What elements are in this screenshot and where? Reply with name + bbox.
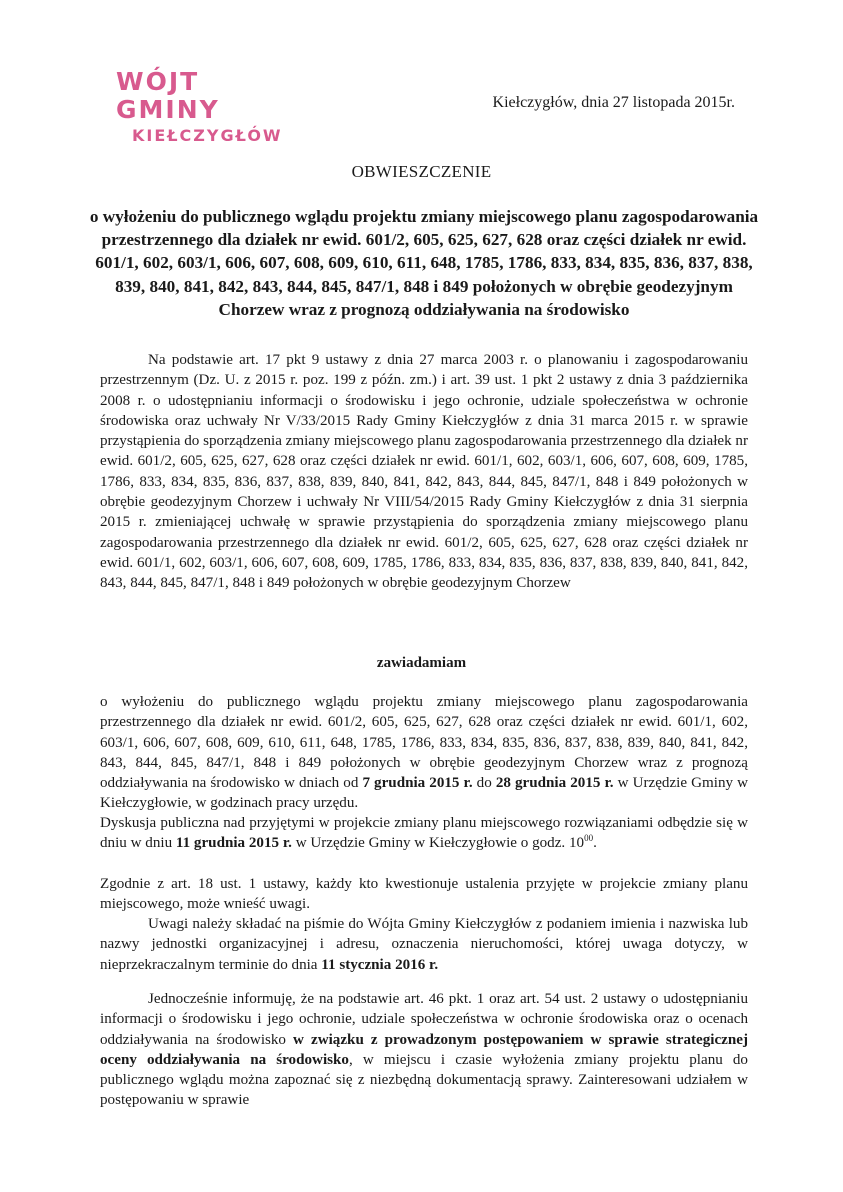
document-subtitle: o wyłożeniu do publicznego wglądu projektu zmiany miejscowego planu zagospodarowania przestrzennego dla działek nr ewid. 601/2, 605, 625, 627, 628 oraz części działek nr ewid. 601/1, 602, 603/1, 606, 607, 608, 609, 610, 611, 648, 1785, 1786, 833, 834, 835, 836, 837, 838, 839, 840, 841, 842, 843, 844, 845, 847/1, 848 i 849 położonych w obrębie geodezyjnym Chorzew wraz z prognozą oddziaływania na środowisko: [89, 207, 759, 319]
discussion-time-minutes: 00: [584, 833, 594, 844]
start-date: 7 grudnia 2015 r.: [362, 775, 473, 792]
remarks-submission-text: Uwagi należy składać na piśmie do Wójta Gminy Kiełczygłów z podaniem imienia i nazwiska lub nazwy jednostki organizacyjnej i adresu, oznaczenia nieruchomości, której uwaga dotyczy, w nieprzekraczalnym terminie do dnia: [100, 916, 748, 973]
discussion-end: .: [593, 835, 597, 852]
wojt-stamp: [112, 68, 302, 146]
stamp-line-2: KIEŁCZYGŁÓW: [132, 126, 283, 145]
remarks-deadline: 11 stycznia 2016 r.: [321, 956, 439, 973]
stamp-line-1: WÓJT GMINY: [116, 67, 220, 124]
discussion-location: w Urzędzie Gminy w Kiełczygłowie o godz. 10: [291, 835, 585, 852]
discussion-text: Dyskusja publiczna nad przyjętymi w projekcie zmiany planu miejscowego rozwiązaniami odbędzie się w dniu w dniu: [100, 815, 748, 852]
notice-text-connector: do: [472, 775, 496, 792]
zawiadamiam-heading: zawiadamiam: [376, 655, 467, 671]
environment-info-paragraph: [100, 989, 748, 1111]
notice-paragraph: [100, 692, 748, 814]
end-date: 28 grudnia 2015 r.: [495, 775, 614, 792]
remarks-submission-paragraph: [100, 914, 748, 975]
environment-info-bold: w związku z prowadzonym postępowaniem w sprawie strategicznej oceny oddziaływania na środowisko: [100, 1031, 748, 1068]
legal-basis-paragraph: Na podstawie art. 17 pkt 9 ustawy z dnia 27 marca 2003 r. o planowaniu i zagospodarowaniu przestrzennym (Dz. U. z 2015 r. poz. 199 z późn. zm.) i art. 39 ust. 1 pkt 2 ustawy z dnia 3 października 2008 r. o udostępnianiu informacji o środowisku i jego ochronie, udziale społeczeństwa w ochronie środowiska oraz uchwały Nr V/33/2015 Rady Gminy Kiełczygłów z dnia 31 marca 2015 r. w sprawie przystąpienia do sporządzenia zmiany miejscowego planu zagospodarowania przestrzennego dla działek nr ewid. 601/2, 605, 625, 627, 628 oraz części działek nr ewid. 601/1, 602, 603/1, 606, 607, 608, 609, 1785, 1786, 833, 834, 835, 836, 837, 838, 839, 840, 841, 842, 843, 844, 845, 847/1, 848 i 849 położonych w obrębie geodezyjnym Chorzew i uchwały Nr VIII/54/2015 Rady Gminy Kiełczygłów z dnia 31 sierpnia 2015 r. zmieniającej uchwałę w sprawie przystąpienia do sporządzenia zmiany miejscowego planu zagospodarowania przestrzennego dla działek nr ewid. 601/2, 605, 625, 627, 628 oraz części działek nr ewid. 601/1, 602, 603/1, 606, 607, 608, 609, 1785, 1786, 833, 834, 835, 836, 837, 838, 839, 840, 841, 842, 843, 844, 845, 847/1, 848 i 849 położonych w obrębie geodezyjnym Chorzew: [100, 352, 748, 592]
remarks-right-paragraph: Zgodnie z art. 18 ust. 1 ustawy, każdy kto kwestionuje ustalenia przyjęte w projekcie zmiany planu miejscowego, może wnieść uwagi.: [100, 876, 748, 913]
notice-text: o wyłożeniu do publicznego wglądu projektu zmiany miejscowego planu zagospodarowania przestrzennego dla działek nr ewid. 601/2, 605, 625, 627, 628 oraz części działek nr ewid. 601/1, 602, 603/1, 606, 607, 608, 609, 610, 611, 648, 1785, 1786, 833, 834, 835, 836, 837, 838, 839, 840, 841, 842, 843, 844, 845, 847/1, 848 i 849 położonych w obrębie geodezyjnym Chorzew wraz z prognozą oddziaływania na środowisko w dniach od: [100, 694, 748, 792]
environment-info-text-end: , w miejscu i czasie wyłożenia zmiany projektu planu do publicznego wglądu można zapoznać się z niezbędną dokumentacją sprawy. Zainteresowani udziałem w postępowaniu w sprawie: [100, 1051, 748, 1109]
place-date-line: Kiełczygłów, dnia 27 listopada 2015r.: [492, 94, 735, 111]
discussion-paragraph: [100, 813, 748, 854]
document-title: OBWIESZCZENIE: [351, 162, 492, 181]
discussion-date: 11 grudnia 2015 r.: [175, 835, 292, 852]
notice-text-location: w Urzędzie Gminy w Kiełczygłowie, w godzinach pracy urzędu.: [100, 775, 748, 812]
environment-info-text: Jednocześnie informuję, że na podstawie art. 46 pkt. 1 oraz art. 54 ust. 2 ustawy o udostępnianiu informacji o środowisku i jego ochronie, udziale społeczeństwa w ochronie środowiska oraz o ocenach oddziaływania na środowisko: [100, 991, 748, 1048]
